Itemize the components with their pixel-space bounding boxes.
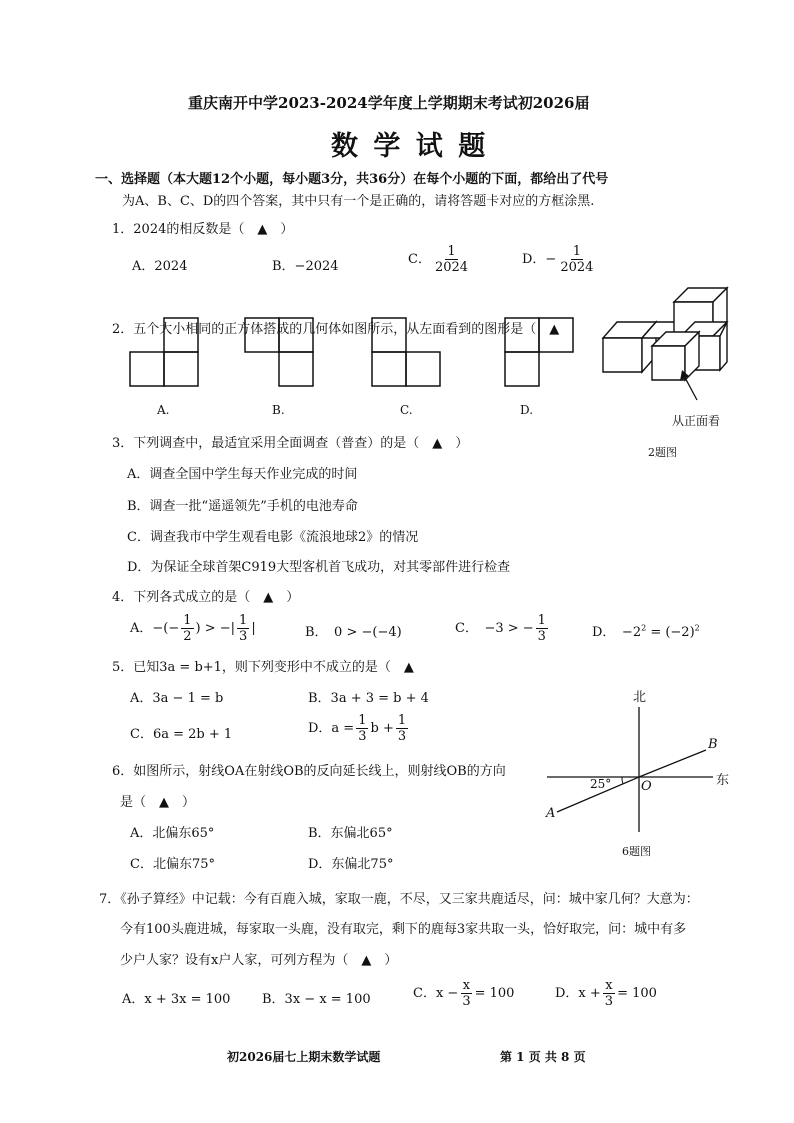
q4-stem: 4．下列各式成立的是（ ▲ ）	[112, 590, 300, 605]
q1-stem: 1．2024的相反数是（ ▲ ）	[112, 222, 294, 237]
q7-option-d: D．x + $\frac{x}{3}$ = 100	[555, 978, 657, 1009]
q6-stem-cont: 是（ ▲ ）	[120, 795, 195, 810]
q6-option-a: A．北偏东65°	[130, 826, 215, 841]
q4-option-b: B． 0 > −(−4)	[305, 625, 402, 640]
q2-option-a-label: A.	[157, 403, 170, 417]
q3-option-c: C．调查我市中学生观看电影《流浪地球2》的情况	[127, 530, 419, 545]
q2-option-b-label: B.	[272, 403, 285, 417]
q3-option-d: D．为保证全球首架C919大型客机首飞成功，对其零部件进行检查	[127, 560, 511, 575]
ray-ob	[639, 750, 706, 777]
section-heading: 一、选择题（本大题12个小题，每小题3分，共36分）在每个小题的下面，都给出了代号	[95, 172, 609, 187]
angle-label: 25°	[590, 777, 612, 791]
page-number: 第 1 页 共 8 页	[500, 1050, 586, 1064]
q7-stem-line3: 少户人家？设有x户人家，可列方程为（ ▲ ）	[120, 953, 398, 968]
q1-option-a: A．2024	[132, 259, 188, 274]
q2-option-d-label: D.	[520, 403, 534, 417]
page-title: 数 学 试 题	[331, 131, 489, 162]
q3-stem: 3．下列调查中，最适宜采用全面调查（普查）的是（ ▲ ）	[112, 436, 469, 451]
footer-title: 初2026届七上期末数学试题	[227, 1050, 381, 1064]
q6-stem: 6．如图所示，射线OA在射线OB的反向延长线上，则射线OB的方向	[112, 764, 506, 779]
q6-option-c: C．北偏东75°	[130, 857, 215, 872]
q7-option-b: B．3x − x = 100	[262, 992, 371, 1007]
q3-option-b: B．调查一批“遥遥领先”手机的电池寿命	[127, 499, 358, 514]
q7-option-c: C．x − $\frac{x}{3}$ = 100	[413, 978, 515, 1009]
q1-option-d: D．− $\frac{1}{2024}$	[522, 244, 594, 275]
q5-option-c: C．6a = 2b + 1	[130, 727, 233, 742]
q4-option-d: D． $-2^2 = (-2)^2$	[592, 623, 700, 640]
origin-label: O	[641, 779, 652, 794]
q5-option-d: D．a = $\frac{1}{3}$ b + $\frac{1}{3}$	[308, 713, 407, 744]
q3-option-a: A．调查全国中学生每天作业完成的时间	[127, 467, 358, 482]
q2-option-c-label: C.	[400, 403, 413, 417]
q6-caption: 6题图	[622, 845, 651, 858]
q5-option-a: A．3a − 1 = b	[130, 691, 224, 706]
q6-option-d: D．东偏北75°	[308, 857, 394, 872]
point-a-label: A	[546, 806, 556, 821]
q4-option-a: A．−(− $\frac{1}{2}$ ) > −| $\frac{1}{3}$ |	[130, 613, 256, 644]
angle-arc	[622, 777, 623, 784]
q2-caption: 2题图	[648, 446, 677, 459]
q7-option-a: A．x + 3x = 100	[122, 992, 231, 1007]
q6-option-b: B．东偏北65°	[308, 826, 393, 841]
exam-subtitle: 重庆南开中学2023-2024学年度上学期期末考试初2026届	[188, 94, 590, 112]
section-instructions: 为A、B、C、D的四个答案，其中只有一个是正确的，请将答题卡对应的方框涂黑.	[122, 194, 595, 209]
q5-stem: 5．已知3a = b+1，则下列变形中不成立的是（ ▲	[112, 660, 414, 675]
q7-stem: 7．《孙子算经》中记载：今有百鹿入城，家取一鹿，不尽，又三家共鹿适尽，问：城中家几何？大意为：	[99, 892, 699, 907]
q1-option-c: C． $\frac{1}{2024}$	[408, 244, 469, 275]
q4-option-c: C． −3 > − $\frac{1}{3}$	[455, 613, 546, 644]
point-b-label: B	[708, 737, 718, 752]
q2-view-label: 从正面看	[672, 414, 721, 428]
east-label: 东	[716, 773, 730, 788]
north-label: 北	[633, 690, 647, 705]
q1-option-b: B．−2024	[272, 259, 339, 274]
q7-stem-line2: 今有100头鹿进城，每家取一头鹿，没有取完，剩下的鹿每3家共取一头，恰好取完，问：城中有多	[120, 922, 687, 937]
q5-option-b: B．3a + 3 = b + 4	[308, 691, 429, 706]
q2-stem: 2．五个大小相同的正方体搭成的几何体如图所示，从左面看到的图形是（ ▲	[112, 322, 560, 337]
